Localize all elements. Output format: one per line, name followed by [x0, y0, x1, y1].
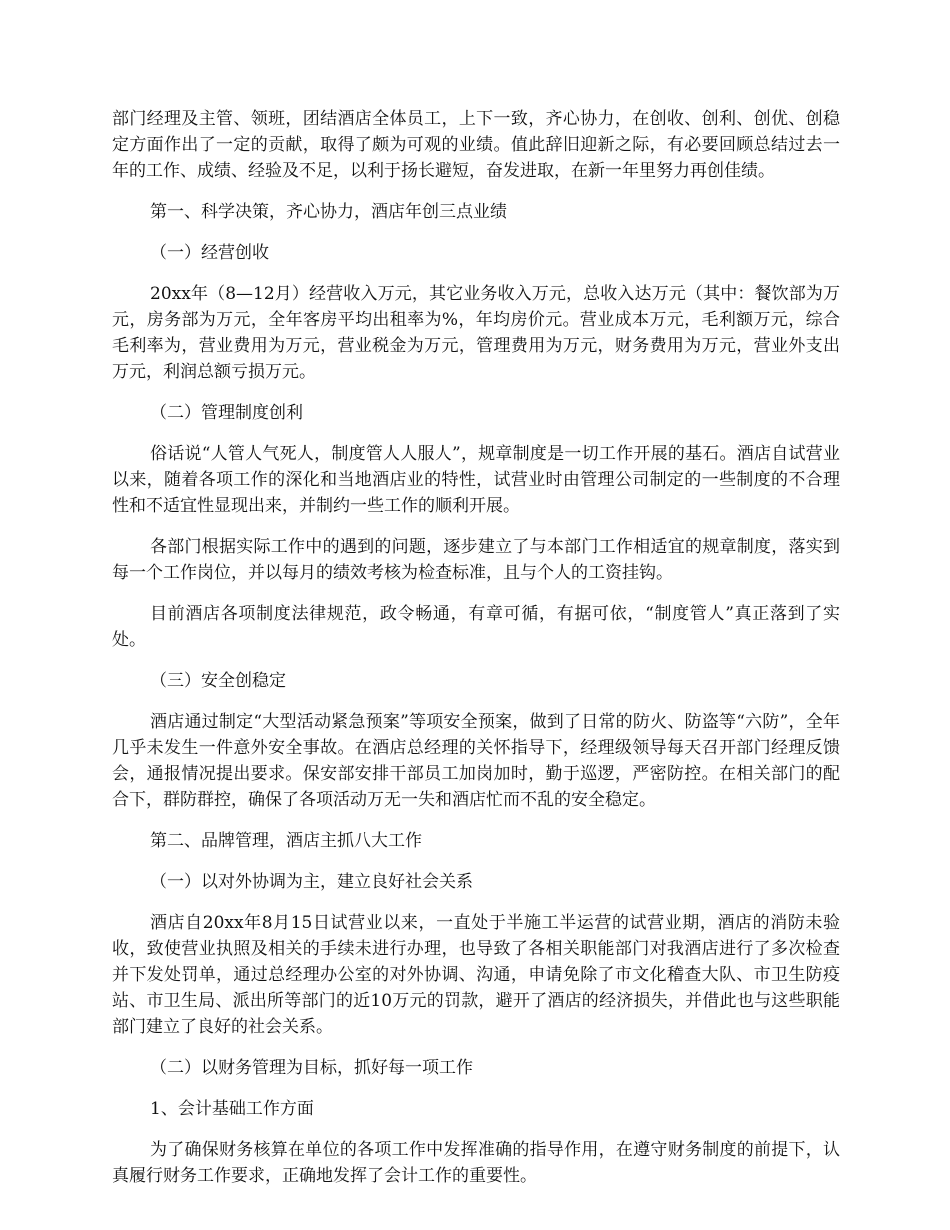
paragraph-accounting-role: 为了确保财务核算在单位的各项工作中发挥准确的指导作用，在遵守财务制度的前提下，认真履行财务工作要求，正确地发挥了会计工作的重要性。 — [112, 1140, 840, 1186]
document-page — [112, 106, 840, 1204]
paragraph-safety-measures: 酒店通过制定“大型活动紧急预案”等项安全预案，做到了日常的防火、防盗等“六防”，全年几乎未发生一件意外安全事故。在酒店总经理的关怀指导下，经理级领导每天召开部门经理反馈会，通报情况提出要求。保安部安排干部员工加岗加时，勤于巡逻，严密防控。在相关部门的配合下，群防群控，确保了各项活动万无一失和酒店忙而不乱的安全稳定。 — [112, 712, 840, 810]
paragraph-department-rules: 各部门根据实际工作中的遇到的问题，逐步建立了与本部门工作相适宜的规章制度，落实到每一个工作岗位，并以每月的绩效考核为检查标准，且与个人的工资挂钩。 — [112, 537, 840, 583]
paragraph-revenue-figures: 20xx年（8—12月）经营收入万元，其它业务收入万元，总收入达万元（其中：餐饮部为万元，房务部为万元，全年客房平均出租率为%，年均房价元。营业成本万元，毛利额万元，综合毛利率为，营业费用为万元，营业税金为万元，管理费用为万元，财务费用为万元，营业外支出万元，利润总额亏损万元。 — [112, 284, 840, 382]
paragraph-rules-foundation: 俗话说“人管人气死人，制度管人人服人”，规章制度是一切工作开展的基石。酒店自试营业以来，随着各项工作的深化和当地酒店业的特性，试营业时由管理公司制定的一些制度的不合理性和不适宜性显现出来，并制约一些工作的顺利开展。 — [112, 444, 840, 516]
paragraph-intro: 部门经理及主管、领班，团结酒店全体员工，上下一致，齐心协力，在创收、创利、创优、创稳定方面作出了一定的贡献，取得了颇为可观的业绩。值此辞旧迎新之际，有必要回顾总结过去一年的工作、成绩、经验及不足，以利于扬长避短，奋发进取，在新一年里努力再创佳绩。 — [112, 109, 840, 181]
subheading-safety-stability: （三）安全创稳定 — [150, 671, 286, 691]
heading-part-two: 第二、品牌管理，酒店主抓八大工作 — [150, 831, 422, 851]
subheading-external-coordination: （一）以对外协调为主，建立良好社会关系 — [150, 872, 473, 892]
heading-part-one: 第一、科学决策，齐心协力，酒店年创三点业绩 — [150, 202, 507, 222]
subheading-financial-management: （二）以财务管理为目标，抓好每一项工作 — [150, 1058, 473, 1078]
paragraph-external-relations: 酒店自20xx年8月15日试营业以来，一直处于半施工半运营的试营业期，酒店的消防未验收，致使营业执照及相关的手续未进行办理，也导致了各相关职能部门对我酒店进行了多次检查并下发处罚单，通过总经理办公室的对外协调、沟通，申请免除了市文化稽查大队、市卫生防疫站、市卫生局、派出所等部门的近10万元的罚款，避开了酒店的经济损失，并借此也与这些职能部门建立了良好的社会关系。 — [112, 913, 840, 1037]
subheading-business-revenue: （一）经营创收 — [150, 243, 269, 263]
subheading-management-system: （二）管理制度创利 — [150, 403, 303, 423]
paragraph-rules-implemented: 目前酒店各项制度法律规范，政令畅通，有章可循，有据可依，“制度管人”真正落到了实处。 — [112, 604, 840, 650]
heading-accounting-basics: 1、会计基础工作方面 — [150, 1099, 314, 1119]
